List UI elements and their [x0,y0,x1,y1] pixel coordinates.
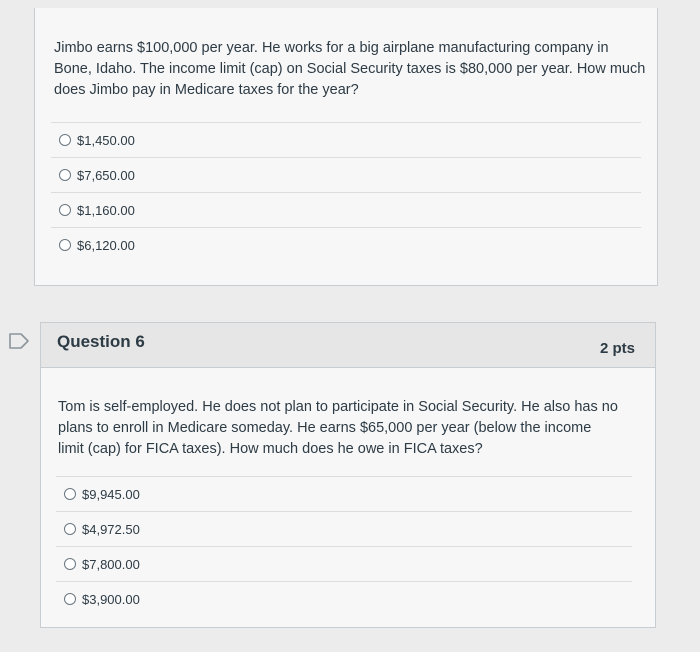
radio-button[interactable] [64,523,76,535]
answer-option[interactable] [56,476,632,511]
answer-label: $3,900.00 [82,591,140,607]
answer-option[interactable] [51,227,641,262]
question-5-text: Jimbo earns $100,000 per year. He works for a big airplane manufacturing company in Bone, Idaho. The income limit (cap) on Social Security taxes is $80,000 per year. How much does Jimbo pay in Medicare taxes for the year? [54,40,646,98]
question-points: 2 pts [599,340,635,357]
answer-label: $7,650.00 [77,167,135,183]
question-5-answers [51,122,641,262]
radio-button[interactable] [64,593,76,605]
answer-label: $1,160.00 [77,202,135,218]
radio-button[interactable] [59,204,71,216]
answer-option[interactable] [51,192,641,227]
answer-option[interactable] [51,157,641,192]
answer-option[interactable] [56,581,632,616]
radio-button[interactable] [64,488,76,500]
answer-label: $1,450.00 [77,132,135,148]
question-6-text: Tom is self-employed. He does not plan to participate in Social Security. He also has no plans to enroll in Medicare someday. He earns $65,000 per year (below the income limit (cap) for FICA taxes). How much does he owe in FICA taxes? [58,399,618,457]
answer-label: $6,120.00 [77,237,135,253]
question-title: Question 6 [57,332,145,351]
radio-button[interactable] [59,169,71,181]
flag-question-icon[interactable] [8,332,30,350]
answer-label: $9,945.00 [82,486,140,502]
question-6-answers [56,476,632,616]
radio-button[interactable] [59,239,71,251]
answer-option[interactable] [51,122,641,157]
answer-option[interactable] [56,511,632,546]
answer-label: $4,972.50 [82,521,140,537]
radio-button[interactable] [64,558,76,570]
answer-option[interactable] [56,546,632,581]
question-5-card [34,8,658,286]
radio-button[interactable] [59,134,71,146]
answer-label: $7,800.00 [82,556,140,572]
question-6-header [41,323,655,368]
